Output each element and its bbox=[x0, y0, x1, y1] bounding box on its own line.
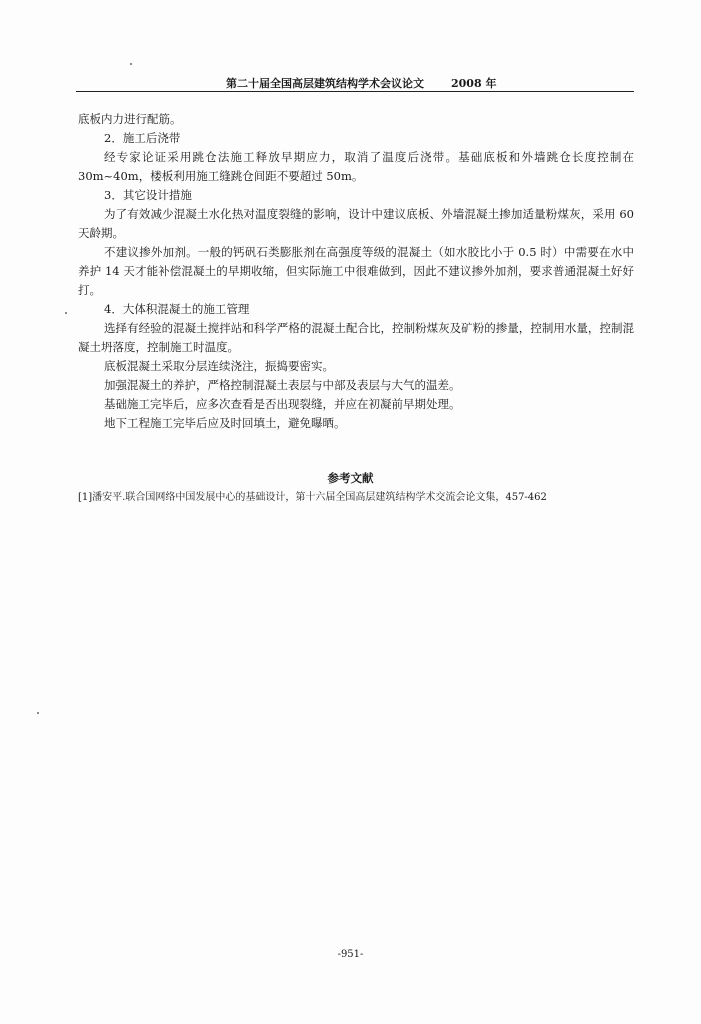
paragraph: 地下工程施工完毕后应及时回填土，避免曝晒。 bbox=[104, 416, 346, 430]
running-header bbox=[76, 76, 634, 92]
paragraph: 加强混凝土的养护，严格控制混凝土表层与中部及表层与大气的温差。 bbox=[104, 378, 461, 392]
scan-speck bbox=[65, 312, 67, 314]
paragraph: 底板内力进行配筋。 bbox=[78, 112, 182, 126]
section-heading: 2．施工后浇带 bbox=[104, 131, 181, 145]
paragraph: 为了有效减少混凝土水化热对温度裂缝的影响，设计中建议底板、外墙混凝土掺加适量粉煤灰，采用 60 天龄期。 bbox=[78, 207, 634, 240]
reference-item: [1]潘安平.联合国网络中国发展中心的基础设计，第十六届全国高层建筑结构学术交流会论文集，457-462 bbox=[78, 492, 547, 503]
paragraph: 经专家论证采用跳仓法施工释放早期应力，取消了温度后浇带。基础底板和外墙跳仓长度控制在30m~40m，楼板利用施工缝跳仓间距不要超过 50m。 bbox=[78, 150, 634, 183]
section-heading: 3．其它设计措施 bbox=[104, 188, 192, 202]
paragraph: 底板混凝土采取分层连续浇注，振捣要密实。 bbox=[104, 359, 334, 373]
section-heading: 4．大体积混凝土的施工管理 bbox=[104, 302, 250, 316]
scan-speck bbox=[37, 712, 39, 714]
header-year: 2008 年 bbox=[451, 77, 497, 90]
paragraph: 选择有经验的混凝土搅拌站和科学严格的混凝土配合比，控制粉煤灰及矿粉的掺量，控制用水量，控制混凝土坍落度，控制施工时温度。 bbox=[78, 321, 634, 354]
body-text bbox=[78, 110, 634, 433]
scan-speck bbox=[130, 63, 132, 65]
paragraph: 基础施工完毕后，应多次查看是否出现裂缝，并应在初凝前早期处理。 bbox=[104, 397, 461, 411]
header-journal-title: 第二十届全国高层建筑结构学术会议论文 bbox=[226, 77, 424, 90]
header-rule bbox=[76, 91, 634, 92]
references-title: 参考文献 bbox=[327, 471, 374, 485]
page-number: -951- bbox=[337, 949, 364, 960]
paragraph: 不建议掺外加剂。一般的钙矾石类膨胀剂在高强度等级的混凝土（如水胶比小于 0.5 时）中需要在水中养护 14 天才能补偿混凝土的早期收缩，但实际施工中很难做到，因此不建议掺外加剂，要求普通混凝土好好打。 bbox=[78, 245, 634, 297]
